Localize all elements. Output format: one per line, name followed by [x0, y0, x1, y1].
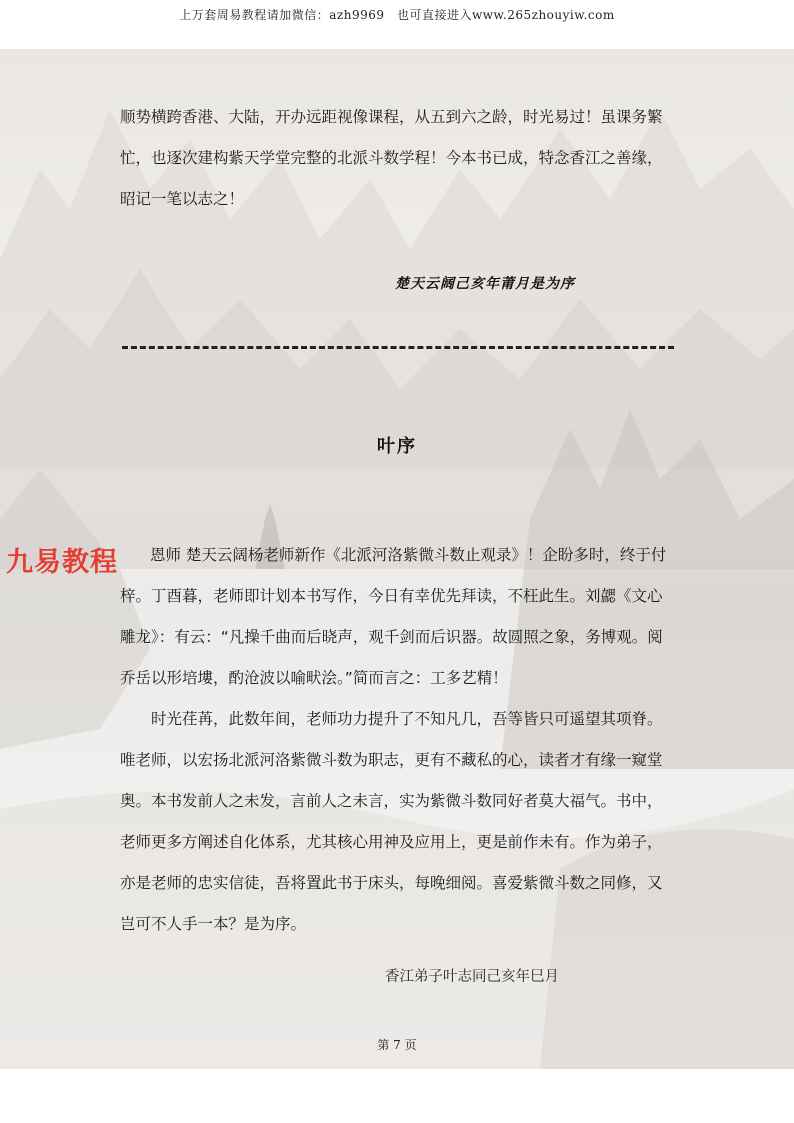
section-divider — [122, 346, 674, 349]
header-note: 上万套周易教程请加微信：azh9969 也可直接进入www.265zhouyiw.com — [179, 8, 615, 22]
page-number: 第 7 页 — [377, 1038, 417, 1052]
preface1-signature: 楚天云阔己亥年莆月是为序 — [395, 276, 575, 292]
watermark-logo: 九易教程 — [6, 547, 118, 578]
section-title: 叶序 — [377, 436, 417, 457]
preface2-paragraph-2: 时光荏苒，此数年间，老师功力提升了不知凡几，吾等皆只可遥望其项脊。唯老师，以宏扬北派河洛紫微斗数为职志，更有不藏私的心，读者才有缘一窥堂奥。本书发前人之未发，言前人之未言，实为紫微斗数同好者莫大福气。书中，老师更多方阐述自化体系，尤其核心用神及应用上，更是前作未有。作为弟子，亦是老师的忠实信徒，吾将置此书于床头，每晚细阅。喜爱紫微斗数之同修，又岂可不人手一本？是为序。 — [120, 710, 663, 933]
preface1-paragraph: 顺势横跨香港、大陆，开办远距视像课程，从五到六之龄，时光易过！虽课务繁忙，也逐次建构紫天学堂完整的北派斗数学程！今本书已成，特念香江之善缘，昭记一笔以志之！ — [120, 108, 663, 208]
preface2-paragraph-1 — [120, 535, 675, 699]
preface2-signature: 香江弟子叶志同己亥年巳月 — [385, 969, 559, 985]
preface2-paragraph-1-text: 恩师 楚天云阔杨老师新作《北派河洛紫微斗数止观录》！企盼多时，终于付梓。丁酉暮，老师即计划本书写作，今日有幸优先拜读，不枉此生。刘勰《文心雕龙》：有云：“凡操千曲而后晓声，观千剑而后识器。故圆照之象，务博观。阅乔岳以形培塿，酌沧波以喻畎浍。”简而言之：工多艺精！ — [120, 546, 667, 687]
